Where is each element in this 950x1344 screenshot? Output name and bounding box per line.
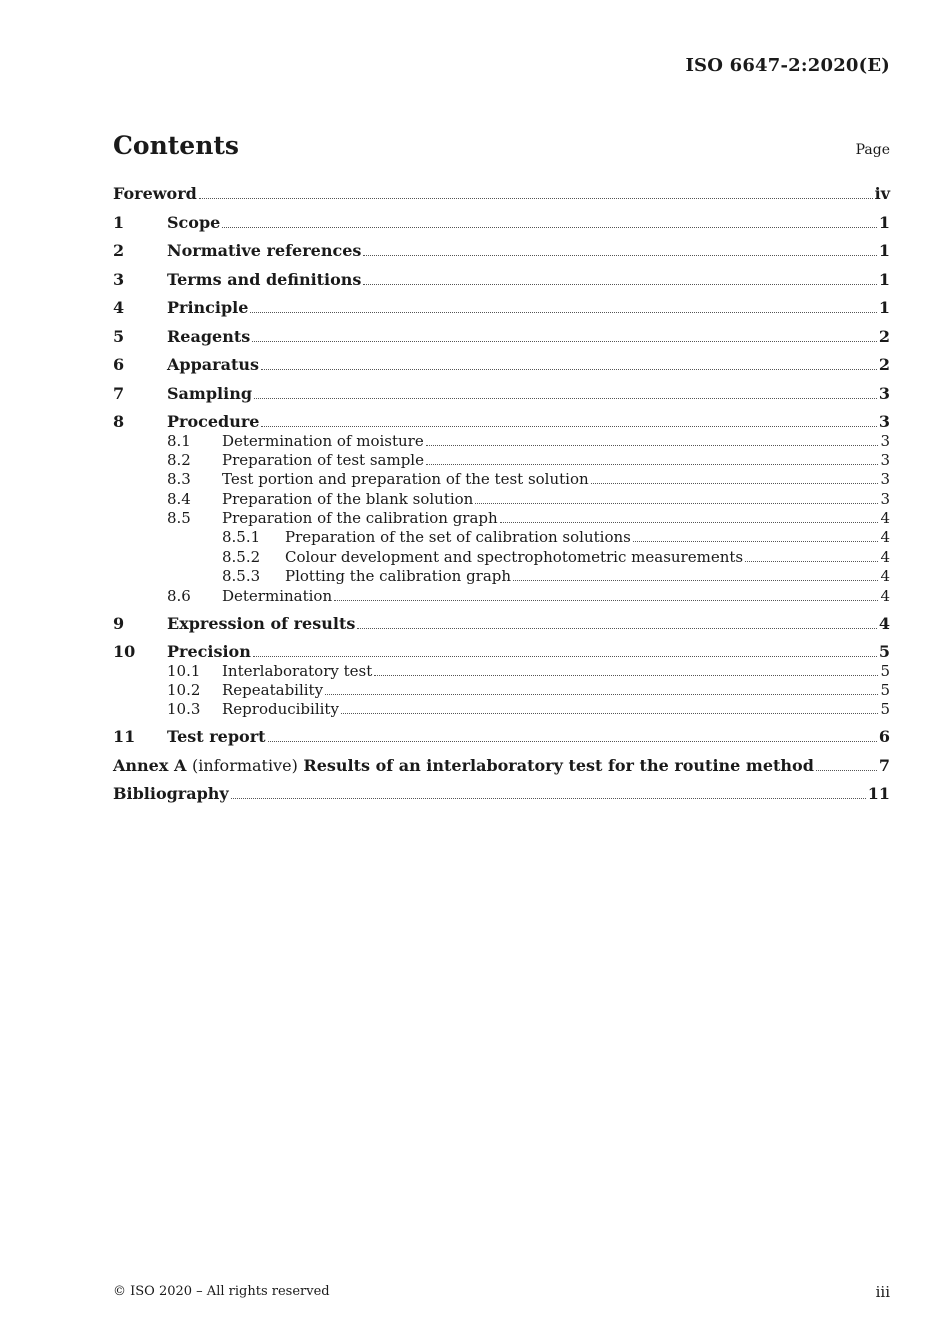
toc-leader <box>816 769 877 771</box>
toc-leader <box>253 655 877 657</box>
toc-entry-10-1[interactable] <box>113 662 890 681</box>
toc-leader <box>268 740 877 742</box>
toc-entry-8[interactable] <box>113 412 890 432</box>
toc-title: Preparation of test sample <box>222 450 424 469</box>
toc-leader <box>261 425 876 427</box>
toc-page: 3 <box>878 383 890 403</box>
toc-title: Preparation of the set of calibration solutions <box>285 528 631 547</box>
toc-leader <box>261 368 877 370</box>
toc-page: 5 <box>878 642 890 662</box>
toc-page: iv <box>874 184 890 203</box>
toc-leader <box>222 226 877 228</box>
toc-title: Principle <box>167 298 249 317</box>
toc-page: 4 <box>880 567 890 586</box>
toc-leader <box>250 311 876 313</box>
toc-page: 3 <box>880 470 890 489</box>
toc-title <box>113 756 814 775</box>
toc-page: 5 <box>880 681 890 700</box>
toc-number: 10.3 <box>167 700 201 719</box>
toc-number: 8 <box>113 412 125 431</box>
toc-page: 1 <box>878 298 890 317</box>
toc-title: Interlaboratory test <box>222 661 373 680</box>
toc-page: 4 <box>880 547 890 566</box>
toc-leader <box>325 693 878 695</box>
toc-entry-8-5-1[interactable] <box>113 528 890 547</box>
toc-title: Preparation of the blank solution <box>222 489 474 508</box>
toc-entry-8-5-2[interactable] <box>113 548 890 567</box>
toc-number: 8.5 <box>167 509 191 528</box>
toc-title: Preparation of the calibration graph <box>222 509 498 528</box>
toc-entry-10-3[interactable] <box>113 700 890 727</box>
toc-number: 7 <box>113 383 125 403</box>
toc-number: 8.1 <box>167 431 191 450</box>
toc-title: Procedure <box>167 412 260 431</box>
toc-number: 10.1 <box>167 661 201 680</box>
toc-number: 8.5.2 <box>222 547 261 566</box>
toc-leader <box>341 712 879 714</box>
toc-entry-8-6[interactable] <box>113 587 890 614</box>
toc-page: 6 <box>878 727 890 747</box>
toc-page: 4 <box>880 528 890 547</box>
toc-page: 11 <box>867 784 890 804</box>
copyright-notice: © ISO 2020 – All rights reserved <box>113 1284 330 1299</box>
toc-page: 5 <box>880 661 890 680</box>
toc-page: 1 <box>878 269 890 289</box>
toc-leader <box>357 627 877 629</box>
toc-entry-8-3[interactable] <box>113 470 890 489</box>
toc-title: Test portion and preparation of the test solution <box>222 470 589 489</box>
toc-number: 4 <box>113 298 125 317</box>
toc-page: 2 <box>878 355 890 374</box>
toc-title: Plotting the calibration graph <box>285 567 512 586</box>
toc-leader <box>591 482 879 484</box>
toc-title: Normative references <box>167 241 362 260</box>
toc-entry-3[interactable] <box>113 270 890 299</box>
toc-number: 2 <box>113 241 125 260</box>
toc-title: Terms and definitions <box>167 269 362 289</box>
toc-entry-annex-a[interactable] <box>113 756 890 785</box>
toc-leader <box>633 540 879 542</box>
toc-page: 5 <box>880 700 890 719</box>
toc-leader <box>745 560 878 562</box>
toc-entry-8-1[interactable] <box>113 432 890 451</box>
toc-number: 10 <box>113 642 136 662</box>
toc-leader <box>475 502 878 504</box>
toc-page: 4 <box>880 586 890 605</box>
annex-qualifier: (informative) <box>191 755 298 775</box>
toc-title: Bibliography <box>113 784 229 804</box>
toc-title: Precision <box>167 642 251 662</box>
toc-leader <box>254 397 877 399</box>
toc-leader <box>513 579 878 581</box>
toc-number: 8.6 <box>167 586 191 605</box>
toc-number: 8.5.1 <box>222 528 261 547</box>
toc-number: 9 <box>113 613 125 633</box>
annex-label: Annex A <box>113 755 187 775</box>
toc-number: 11 <box>113 727 136 747</box>
toc-number: 8.3 <box>167 470 191 489</box>
toc-page: 3 <box>880 431 890 450</box>
toc-page: 3 <box>878 412 890 431</box>
toc-leader <box>231 797 866 799</box>
toc-page: 4 <box>878 613 890 633</box>
toc-number: 1 <box>113 212 125 232</box>
toc-title: Determination of moisture <box>222 431 424 450</box>
toc-entry-foreword[interactable] <box>113 184 890 213</box>
toc-page: 1 <box>878 212 890 232</box>
toc-leader <box>363 283 876 285</box>
table-of-contents <box>113 184 890 813</box>
toc-number: 8.5.3 <box>222 567 261 586</box>
toc-title: Reproducibility <box>222 700 339 719</box>
toc-title: Sampling <box>167 383 253 403</box>
toc-number: 8.2 <box>167 450 191 469</box>
toc-page: 3 <box>880 450 890 469</box>
toc-title: Test report <box>167 727 266 747</box>
toc-entry-9[interactable] <box>113 614 890 643</box>
toc-title: Scope <box>167 212 221 232</box>
toc-leader <box>374 674 878 676</box>
toc-page: 7 <box>878 755 890 775</box>
toc-number: 8.4 <box>167 489 191 508</box>
toc-title: Apparatus <box>167 355 259 374</box>
toc-leader <box>252 340 877 342</box>
toc-title: Expression of results <box>167 613 356 633</box>
toc-number: 3 <box>113 269 125 289</box>
toc-entry-8-2[interactable] <box>113 451 890 470</box>
toc-leader <box>334 599 878 601</box>
toc-number: 10.2 <box>167 681 201 700</box>
toc-entry-10[interactable] <box>113 642 890 662</box>
toc-number: 6 <box>113 355 125 374</box>
toc-entry-5[interactable] <box>113 327 890 356</box>
toc-entry-6[interactable] <box>113 355 890 384</box>
toc-page: 4 <box>880 509 890 528</box>
toc-entry-10-2[interactable] <box>113 681 890 700</box>
toc-entry-2[interactable] <box>113 241 890 270</box>
toc-leader <box>363 254 876 256</box>
toc-number: 5 <box>113 326 125 346</box>
toc-leader <box>426 463 878 465</box>
toc-leader <box>199 197 873 199</box>
page-number: iii <box>875 1283 890 1301</box>
toc-entry-8-4[interactable] <box>113 490 890 509</box>
toc-title: Determination <box>222 586 333 605</box>
toc-leader <box>500 521 879 523</box>
toc-title: Repeatability <box>222 681 324 700</box>
toc-entry-bibliography[interactable] <box>113 784 890 813</box>
annex-title: Results of an interlaboratory test for the routine method <box>303 755 814 775</box>
toc-title: Colour development and spectrophotometric measurements <box>285 547 744 566</box>
document-id: ISO 6647-2:2020(E) <box>685 55 890 76</box>
toc-entry-11[interactable] <box>113 727 890 756</box>
toc-title: Reagents <box>167 326 251 346</box>
toc-title: Foreword <box>113 184 197 203</box>
toc-leader <box>426 444 879 446</box>
toc-page: 3 <box>880 489 890 508</box>
toc-entry-8-5[interactable] <box>113 509 890 528</box>
toc-entry-1[interactable] <box>113 213 890 242</box>
toc-entry-4[interactable] <box>113 298 890 327</box>
contents-title: Contents <box>113 131 240 160</box>
toc-page: 1 <box>878 241 890 260</box>
toc-entry-7[interactable] <box>113 384 890 413</box>
toc-entry-8-5-3[interactable] <box>113 567 890 586</box>
toc-page: 2 <box>878 326 890 346</box>
page-column-label: Page <box>855 142 890 158</box>
